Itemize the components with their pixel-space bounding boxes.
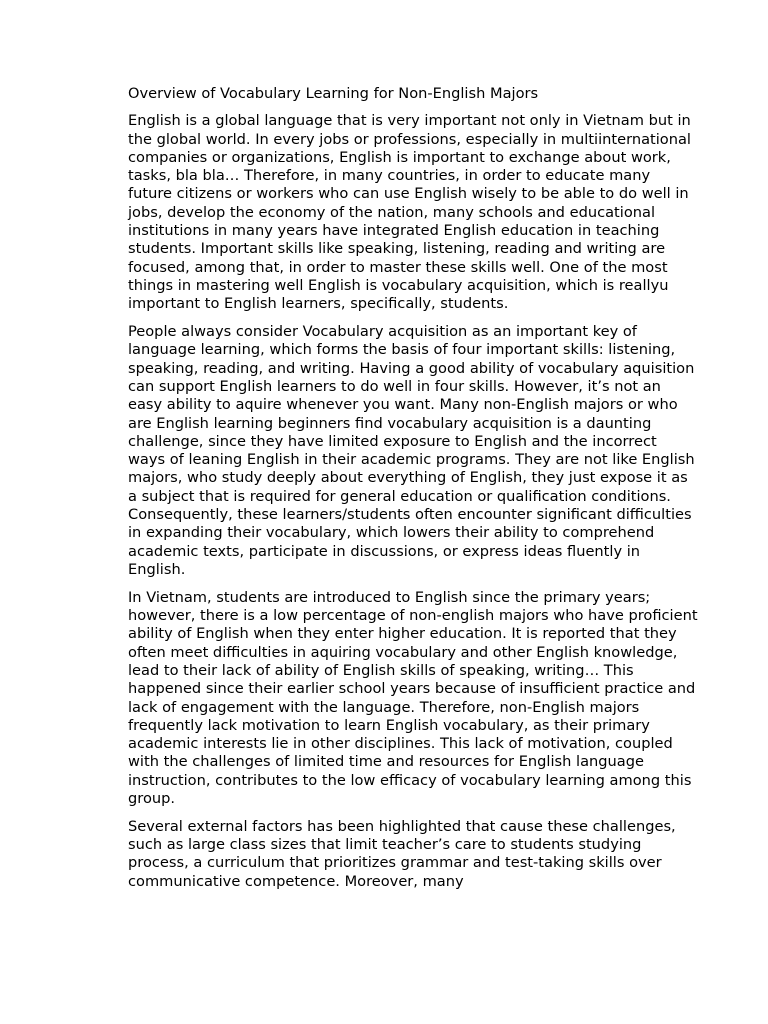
document-title: Overview of Vocabulary Learning for Non-English Majors: [128, 85, 539, 102]
paragraph-3: In Vietnam, students are introduced to English since the primary years; however, there is a low percentage of non-english majors who have proficient ability of English when they enter higher education. It is reported that they often meet difficulties in aquiring vocabulary and other English knowledge, lead to their lack of ability of English skills of speaking, writing… This happened since their earlier school years because of insufficient practice and lack of engagement with the language. Therefore, non-English majors frequently lack motivation to learn English vocabulary, as their primary academic interests lie in other disciplines. This lack of motivation, coupled with the challenges of limited time and resources for English language instruction, contributes to the low efficacy of vocabulary learning among this group.: [128, 588, 698, 807]
paragraph-2: People always consider Vocabulary acquisition as an important key of language learning, which forms the basis of four important skills: listening, speaking, reading, and writing. Having a good ability of vocabulary aquisition can support English learners to do well in four skills. However, it’s not an easy ability to aquire whenever you want. Many non-English majors or who are English learning beginners find vocabulary acquisition is a daunting challenge, since they have limited exposure to English and the incorrect ways of leaning English in their academic programs. They are not like English majors, who study deeply about everything of English, they just expose it as a subject that is required for general education or qualification conditions. Consequently, these learners/students often encounter significant difficulties in expanding their vocabulary, which lowers their ability to comprehend academic texts, participate in discussions, or express ideas fluently in English.: [128, 323, 695, 578]
document-body: [128, 85, 698, 900]
paragraph-4: Several external factors has been highlighted that cause these challenges, such as large class sizes that limit teacher’s care to students studying process, a curriculum that prioritizes grammar and test-taking skills over communicative competence. Moreover, many: [128, 817, 676, 890]
paragraph-1: English is a global language that is very important not only in Vietnam but in the global world. In every jobs or professions, especially in multiinternational companies or organizations, English is important to exchange about work, tasks, bla bla… Therefore, in many countries, in order to educate many future citizens or workers who can use English wisely to be able to do well in jobs, develop the economy of the nation, many schools and educational institutions in many years have integrated English education in teaching students. Important skills like speaking, listening, reading and writing are focused, among that, in order to master these skills well. One of the most things in mastering well English is vocabulary acquisition, which is reallyu important to English learners, specifically, students.: [128, 112, 691, 313]
